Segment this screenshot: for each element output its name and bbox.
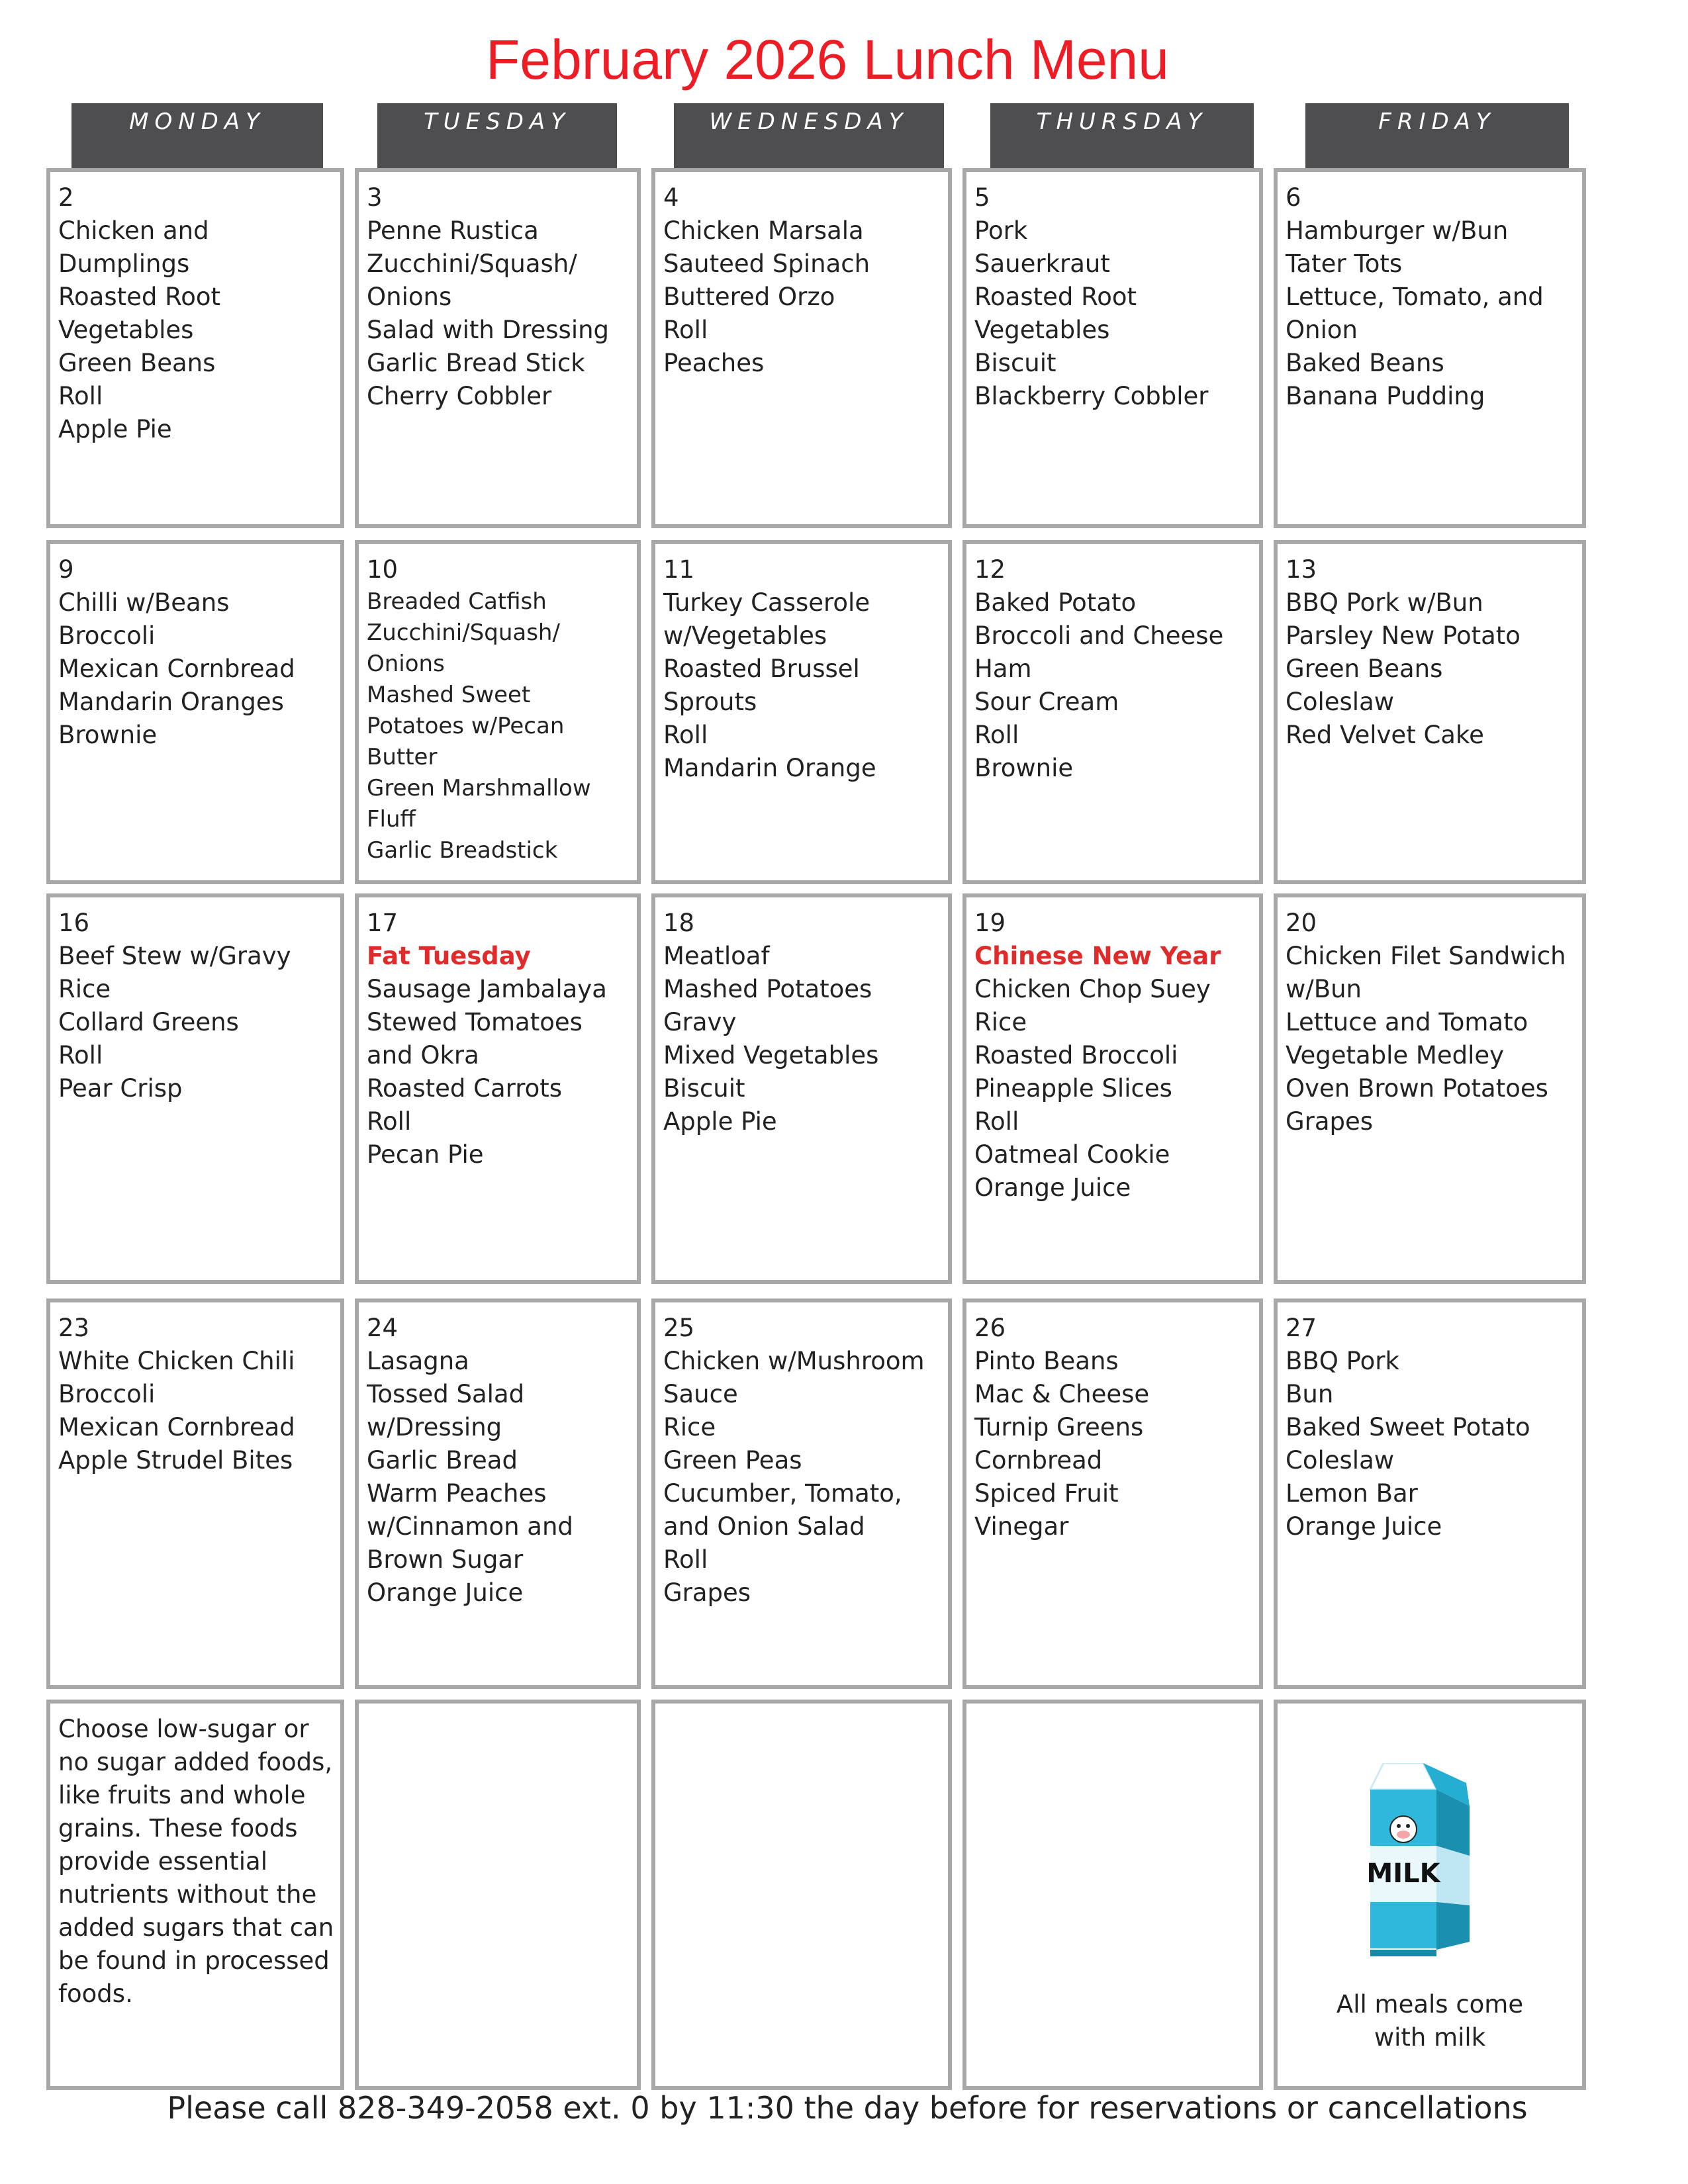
menu-item: Roll <box>663 721 708 749</box>
menu-item: Apple Pie <box>663 1107 777 1136</box>
menu-item: Brown Sugar <box>367 1545 524 1574</box>
day-number: 12 <box>974 555 1006 584</box>
menu-item: Mashed Potatoes <box>663 975 872 1003</box>
menu-item: Apple Strudel Bites <box>58 1446 293 1475</box>
menu-item: Broccoli <box>58 621 156 650</box>
day-cell <box>1274 893 1586 1284</box>
menu-item: Sour Cream <box>974 688 1119 716</box>
menu-item: Chilli w/Beans <box>58 588 230 617</box>
menu-item: Orange Juice <box>974 1173 1131 1202</box>
day-cell <box>46 540 344 884</box>
menu-item: Orange Juice <box>367 1578 524 1607</box>
note-line: no sugar added foods, <box>58 1748 333 1776</box>
menu-item: Roll <box>974 1107 1019 1136</box>
day-cell <box>355 893 641 1284</box>
menu-item: Baked Potato <box>974 588 1137 617</box>
menu-item: BBQ Pork <box>1286 1347 1399 1375</box>
menu-item: Oven Brown Potatoes <box>1286 1074 1548 1103</box>
note-line: like fruits and whole <box>58 1781 306 1809</box>
menu-item: Mexican Cornbread <box>58 1413 295 1441</box>
milk-caption-line: with milk <box>1374 2023 1486 2052</box>
menu-item: Sauerkraut <box>974 250 1110 278</box>
menu-item: Chicken Marsala <box>663 216 864 245</box>
menu-item: Lettuce, Tomato, and <box>1286 283 1544 311</box>
day-cell <box>1274 168 1586 528</box>
day-header-friday: FRIDAY <box>1305 103 1569 168</box>
menu-item: Roasted Root <box>974 283 1137 311</box>
menu-item: Orange Juice <box>1286 1512 1442 1541</box>
day-number: 27 <box>1286 1314 1317 1342</box>
empty-cell <box>355 1700 641 2090</box>
menu-item: Pork <box>974 216 1028 245</box>
day-number: 17 <box>367 909 399 937</box>
menu-item: Fluff <box>367 806 416 833</box>
day-cell <box>651 1298 952 1689</box>
holiday-label: Fat Tuesday <box>367 942 531 970</box>
menu-item: Turnip Greens <box>974 1413 1144 1441</box>
menu-item: Garlic Breadstick <box>367 837 558 864</box>
menu-item: Onions <box>367 283 452 311</box>
menu-item: Mashed Sweet <box>367 682 531 708</box>
day-number: 16 <box>58 909 90 937</box>
menu-item: Zucchini/Squash/ <box>367 250 577 278</box>
menu-item: Garlic Bread <box>367 1446 518 1475</box>
menu-item: Onions <box>367 651 445 677</box>
note-line: provide essential <box>58 1847 267 1876</box>
day-number: 4 <box>663 183 679 212</box>
menu-item: Roasted Root <box>58 283 220 311</box>
menu-item: Broccoli and Cheese <box>974 621 1224 650</box>
milk-caption-line: All meals come <box>1336 1990 1524 2019</box>
menu-item: Vegetable Medley <box>1286 1041 1505 1069</box>
milk-label: MILK <box>1366 1858 1440 1889</box>
menu-item: Tater Tots <box>1286 250 1403 278</box>
menu-item: Chicken and <box>58 216 209 245</box>
footer-reservation-note: Please call 828-349-2058 ext. 0 by 11:30 the day before for reservations or cancellations <box>167 2090 1528 2126</box>
day-cell <box>1274 1298 1586 1689</box>
menu-item: Pecan Pie <box>367 1140 484 1169</box>
menu-item: Mandarin Oranges <box>58 688 284 716</box>
day-cell <box>651 540 952 884</box>
menu-item: Ham <box>974 655 1032 683</box>
day-cell <box>355 1298 641 1689</box>
milk-caption <box>1278 1988 1582 2054</box>
menu-item: Sauteed Spinach <box>663 250 870 278</box>
note-line: grains. These foods <box>58 1814 298 1843</box>
note-line: added sugars that can <box>58 1913 334 1942</box>
menu-item: Green Beans <box>58 349 216 377</box>
menu-item: Pinto Beans <box>974 1347 1119 1375</box>
menu-item: Blackberry Cobbler <box>974 382 1209 410</box>
menu-item: Roasted Carrots <box>367 1074 563 1103</box>
day-cell <box>1274 540 1586 884</box>
page-title: February 2026 Lunch Menu <box>486 28 1169 91</box>
day-cell <box>962 893 1263 1284</box>
day-number: 19 <box>974 909 1006 937</box>
menu-item: Roasted Broccoli <box>974 1041 1178 1069</box>
menu-item: Mac & Cheese <box>974 1380 1150 1408</box>
day-cell <box>651 893 952 1284</box>
menu-item: Vegetables <box>974 316 1110 344</box>
menu-item: Stewed Tomatoes <box>367 1008 583 1036</box>
menu-item: Roasted Brussel <box>663 655 860 683</box>
note-line: foods. <box>58 1979 133 2008</box>
menu-item: Spiced Fruit <box>974 1479 1119 1508</box>
day-number: 25 <box>663 1314 695 1342</box>
menu-item: Oatmeal Cookie <box>974 1140 1170 1169</box>
milk-carton-icon <box>1357 1763 1476 1962</box>
menu-item: Rice <box>58 975 111 1003</box>
menu-item: Sausage Jambalaya <box>367 975 607 1003</box>
menu-item: Breaded Catfish <box>367 588 547 615</box>
menu-item: Roll <box>663 316 708 344</box>
menu-item: Peaches <box>663 349 765 377</box>
menu-item: Coleslaw <box>1286 1446 1395 1475</box>
menu-item: Lettuce and Tomato <box>1286 1008 1528 1036</box>
menu-item: Grapes <box>663 1578 751 1607</box>
menu-item: Warm Peaches <box>367 1479 547 1508</box>
menu-item: Potatoes w/Pecan <box>367 713 565 739</box>
menu-item: Lemon Bar <box>1286 1479 1418 1508</box>
menu-item: White Chicken Chili <box>58 1347 295 1375</box>
menu-item: Roll <box>58 382 103 410</box>
menu-item: Hamburger w/Bun <box>1286 216 1509 245</box>
menu-item: Brownie <box>58 721 158 749</box>
menu-item: Beef Stew w/Gravy <box>58 942 291 970</box>
holiday-label: Chinese New Year <box>974 942 1221 970</box>
menu-item: Cucumber, Tomato, <box>663 1479 902 1508</box>
note-line: be found in processed <box>58 1946 330 1975</box>
menu-item: Brownie <box>974 754 1074 782</box>
day-cell <box>651 168 952 528</box>
day-number: 9 <box>58 555 74 584</box>
menu-item: Mandarin Orange <box>663 754 876 782</box>
menu-item: Green Peas <box>663 1446 802 1475</box>
day-header-monday: MONDAY <box>71 103 323 168</box>
menu-item: Vegetables <box>58 316 194 344</box>
menu-item: Buttered Orzo <box>663 283 835 311</box>
note-line: Choose low-sugar or <box>58 1715 309 1743</box>
day-number: 13 <box>1286 555 1317 584</box>
menu-item: Roll <box>974 721 1019 749</box>
day-header-thursday: THURSDAY <box>990 103 1254 168</box>
day-number: 18 <box>663 909 695 937</box>
day-header-wednesday: WEDNESDAY <box>674 103 944 168</box>
menu-item: Dumplings <box>58 250 190 278</box>
menu-item: Biscuit <box>974 349 1056 377</box>
menu-item: Apple Pie <box>58 415 172 443</box>
day-number: 6 <box>1286 183 1301 212</box>
menu-item: Butter <box>367 744 438 770</box>
menu-item: Penne Rustica <box>367 216 539 245</box>
menu-item: Biscuit <box>663 1074 745 1103</box>
menu-item: Vinegar <box>974 1512 1069 1541</box>
menu-item: Sprouts <box>663 688 757 716</box>
menu-item: Sauce <box>663 1380 738 1408</box>
day-number: 2 <box>58 183 74 212</box>
menu-item: Turkey Casserole <box>663 588 870 617</box>
day-cell <box>46 893 344 1284</box>
menu-item: Tossed Salad <box>367 1380 525 1408</box>
menu-item: w/Bun <box>1286 975 1362 1003</box>
menu-item: Roll <box>367 1107 412 1136</box>
day-number: 20 <box>1286 909 1317 937</box>
day-cell <box>962 168 1263 528</box>
menu-item: Banana Pudding <box>1286 382 1485 410</box>
menu-item: Zucchini/Squash/ <box>367 619 560 646</box>
day-cell <box>355 540 641 884</box>
menu-item: Meatloaf <box>663 942 770 970</box>
menu-item: w/Cinnamon and <box>367 1512 573 1541</box>
menu-item: Mexican Cornbread <box>58 655 295 683</box>
note-line: nutrients without the <box>58 1880 317 1909</box>
menu-item: Cherry Cobbler <box>367 382 552 410</box>
day-number: 10 <box>367 555 399 584</box>
day-cell <box>46 168 344 528</box>
menu-item: Onion <box>1286 316 1358 344</box>
menu-item: w/Dressing <box>367 1413 502 1441</box>
menu-item: and Onion Salad <box>663 1512 865 1541</box>
empty-cell <box>651 1700 952 2090</box>
menu-item: Collard Greens <box>58 1008 239 1036</box>
menu-item: Broccoli <box>58 1380 156 1408</box>
menu-item: Pineapple Slices <box>974 1074 1172 1103</box>
menu-item: and Okra <box>367 1041 479 1069</box>
menu-item: Garlic Bread Stick <box>367 349 585 377</box>
menu-item: Cornbread <box>974 1446 1103 1475</box>
day-number: 23 <box>58 1314 90 1342</box>
menu-item: Coleslaw <box>1286 688 1395 716</box>
menu-item: Red Velvet Cake <box>1286 721 1484 749</box>
menu-item: Gravy <box>663 1008 737 1036</box>
empty-cell <box>962 1700 1263 2090</box>
menu-item: Pear Crisp <box>58 1074 183 1103</box>
day-cell <box>46 1298 344 1689</box>
menu-item: w/Vegetables <box>663 621 827 650</box>
menu-item: Roll <box>663 1545 708 1574</box>
day-cell <box>962 540 1263 884</box>
menu-item: Bun <box>1286 1380 1334 1408</box>
menu-item: Rice <box>974 1008 1027 1036</box>
day-number: 24 <box>367 1314 399 1342</box>
day-cell <box>962 1298 1263 1689</box>
menu-item: Grapes <box>1286 1107 1374 1136</box>
menu-item: Baked Beans <box>1286 349 1444 377</box>
day-number: 3 <box>367 183 383 212</box>
menu-item: BBQ Pork w/Bun <box>1286 588 1483 617</box>
menu-item: Baked Sweet Potato <box>1286 1413 1530 1441</box>
day-cell <box>355 168 641 528</box>
menu-item: Parsley New Potato <box>1286 621 1521 650</box>
menu-item: Mixed Vegetables <box>663 1041 879 1069</box>
menu-item: Roll <box>58 1041 103 1069</box>
day-number: 11 <box>663 555 695 584</box>
nutrition-note <box>46 1700 344 2090</box>
menu-item: Lasagna <box>367 1347 469 1375</box>
menu-item: Chicken Filet Sandwich <box>1286 942 1566 970</box>
day-number: 26 <box>974 1314 1006 1342</box>
menu-item: Chicken Chop Suey <box>974 975 1211 1003</box>
menu-item: Green Marshmallow <box>367 775 591 801</box>
menu-item: Salad with Dressing <box>367 316 610 344</box>
milk-cell <box>1274 1700 1586 2090</box>
menu-item: Green Beans <box>1286 655 1443 683</box>
menu-item: Rice <box>663 1413 716 1441</box>
day-number: 5 <box>974 183 990 212</box>
menu-item: Chicken w/Mushroom <box>663 1347 925 1375</box>
day-header-tuesday: TUESDAY <box>377 103 617 168</box>
